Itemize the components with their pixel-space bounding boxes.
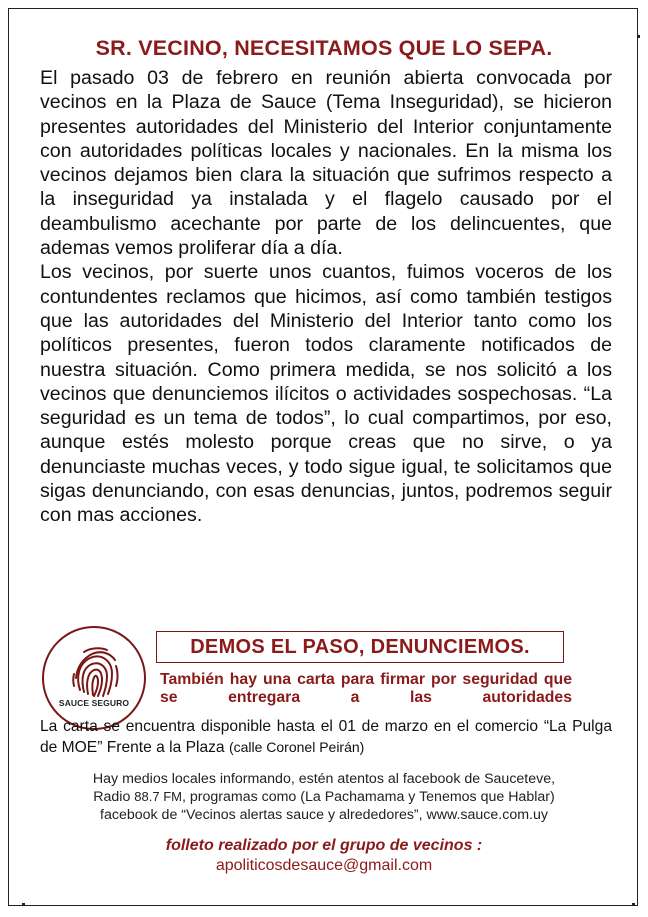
slogan-box: DEMOS EL PASO, DENUNCIEMOS. (156, 631, 564, 663)
page-title: SR. VECINO, NECESITAMOS QUE LO SEPA. (95, 36, 553, 60)
radio-frequency: 88.7 FM (134, 789, 182, 805)
fingerprint-icon (44, 628, 144, 728)
body-paragraph-2: Los vecinos, por suerte unos cuantos, fuimos voceros de los contundentes reclamos que hicimos, así como también testigos que las autoridades del Ministerio del Interior tanto como los políticos presentes, fueron todos claramente notificados de nuestra situación. Como primera medida, se nos solicitó a los vecinos que denunciemos ilícitos o actividades sospechosas. “La seguridad es un tema de todos”, lo cual compartimos, por eso, aunque estés molesto porque creas que no sirve, o ya denunciaste muchas veces, y todo sigue igual, te solicitamos que sigas denunciando, con esas denuncias, juntos, podremos seguir con mas acciones. (40, 261, 612, 527)
footer-credit: folleto realizado por el grupo de vecinos : (165, 837, 483, 854)
logo-label: SAUCE SEGURO (58, 698, 130, 708)
availability-street: (calle Coronel Peirán) (228, 739, 365, 755)
media-line-2 (30, 788, 618, 806)
corner-mark (22, 903, 25, 906)
corner-mark (632, 903, 635, 906)
sauce-seguro-logo (42, 626, 146, 730)
media-line-1: Hay medios locales informando, estén atentos al facebook de Sauceteve, (92, 771, 556, 787)
carta-notice: También hay una carta para firmar por seguridad que se entregara a las autoridades (160, 671, 572, 706)
media-line-2-end: , programas como (La Pachamama y Tenemos que Hablar) (181, 789, 555, 806)
footer-email: apoliticosdesauce@gmail.com (215, 857, 433, 874)
body-paragraph-1: El pasado 03 de febrero en reunión abierta convocada por vecinos en la Plaza de Sauce (Tema Inseguridad), se hicieron presentes autoridades del Ministerio del Interior conjuntamente con autoridades políticas locales y nacionales. En la misma los vecinos dejamos bien clara la situación que sufrimos respecto a la inseguridad ya instalada y el flagelo causado por el deambulismo acechante por parte de los delincuentes, que ademas vemos proliferar día a día. (40, 67, 612, 260)
media-line-2-start: Radio (93, 789, 135, 806)
body-text (40, 66, 612, 528)
footer (0, 836, 648, 876)
media-info (30, 770, 618, 825)
availability-notice (40, 717, 612, 758)
availability-main: La carta se encuentra disponible hasta el 01 de marzo en el comercio “La Pulga de MOE” Frente a la Plaza (40, 718, 612, 756)
media-line-3: facebook de “Vecinos alertas sauce y alrededores”, www.sauce.com.uy (100, 807, 548, 824)
